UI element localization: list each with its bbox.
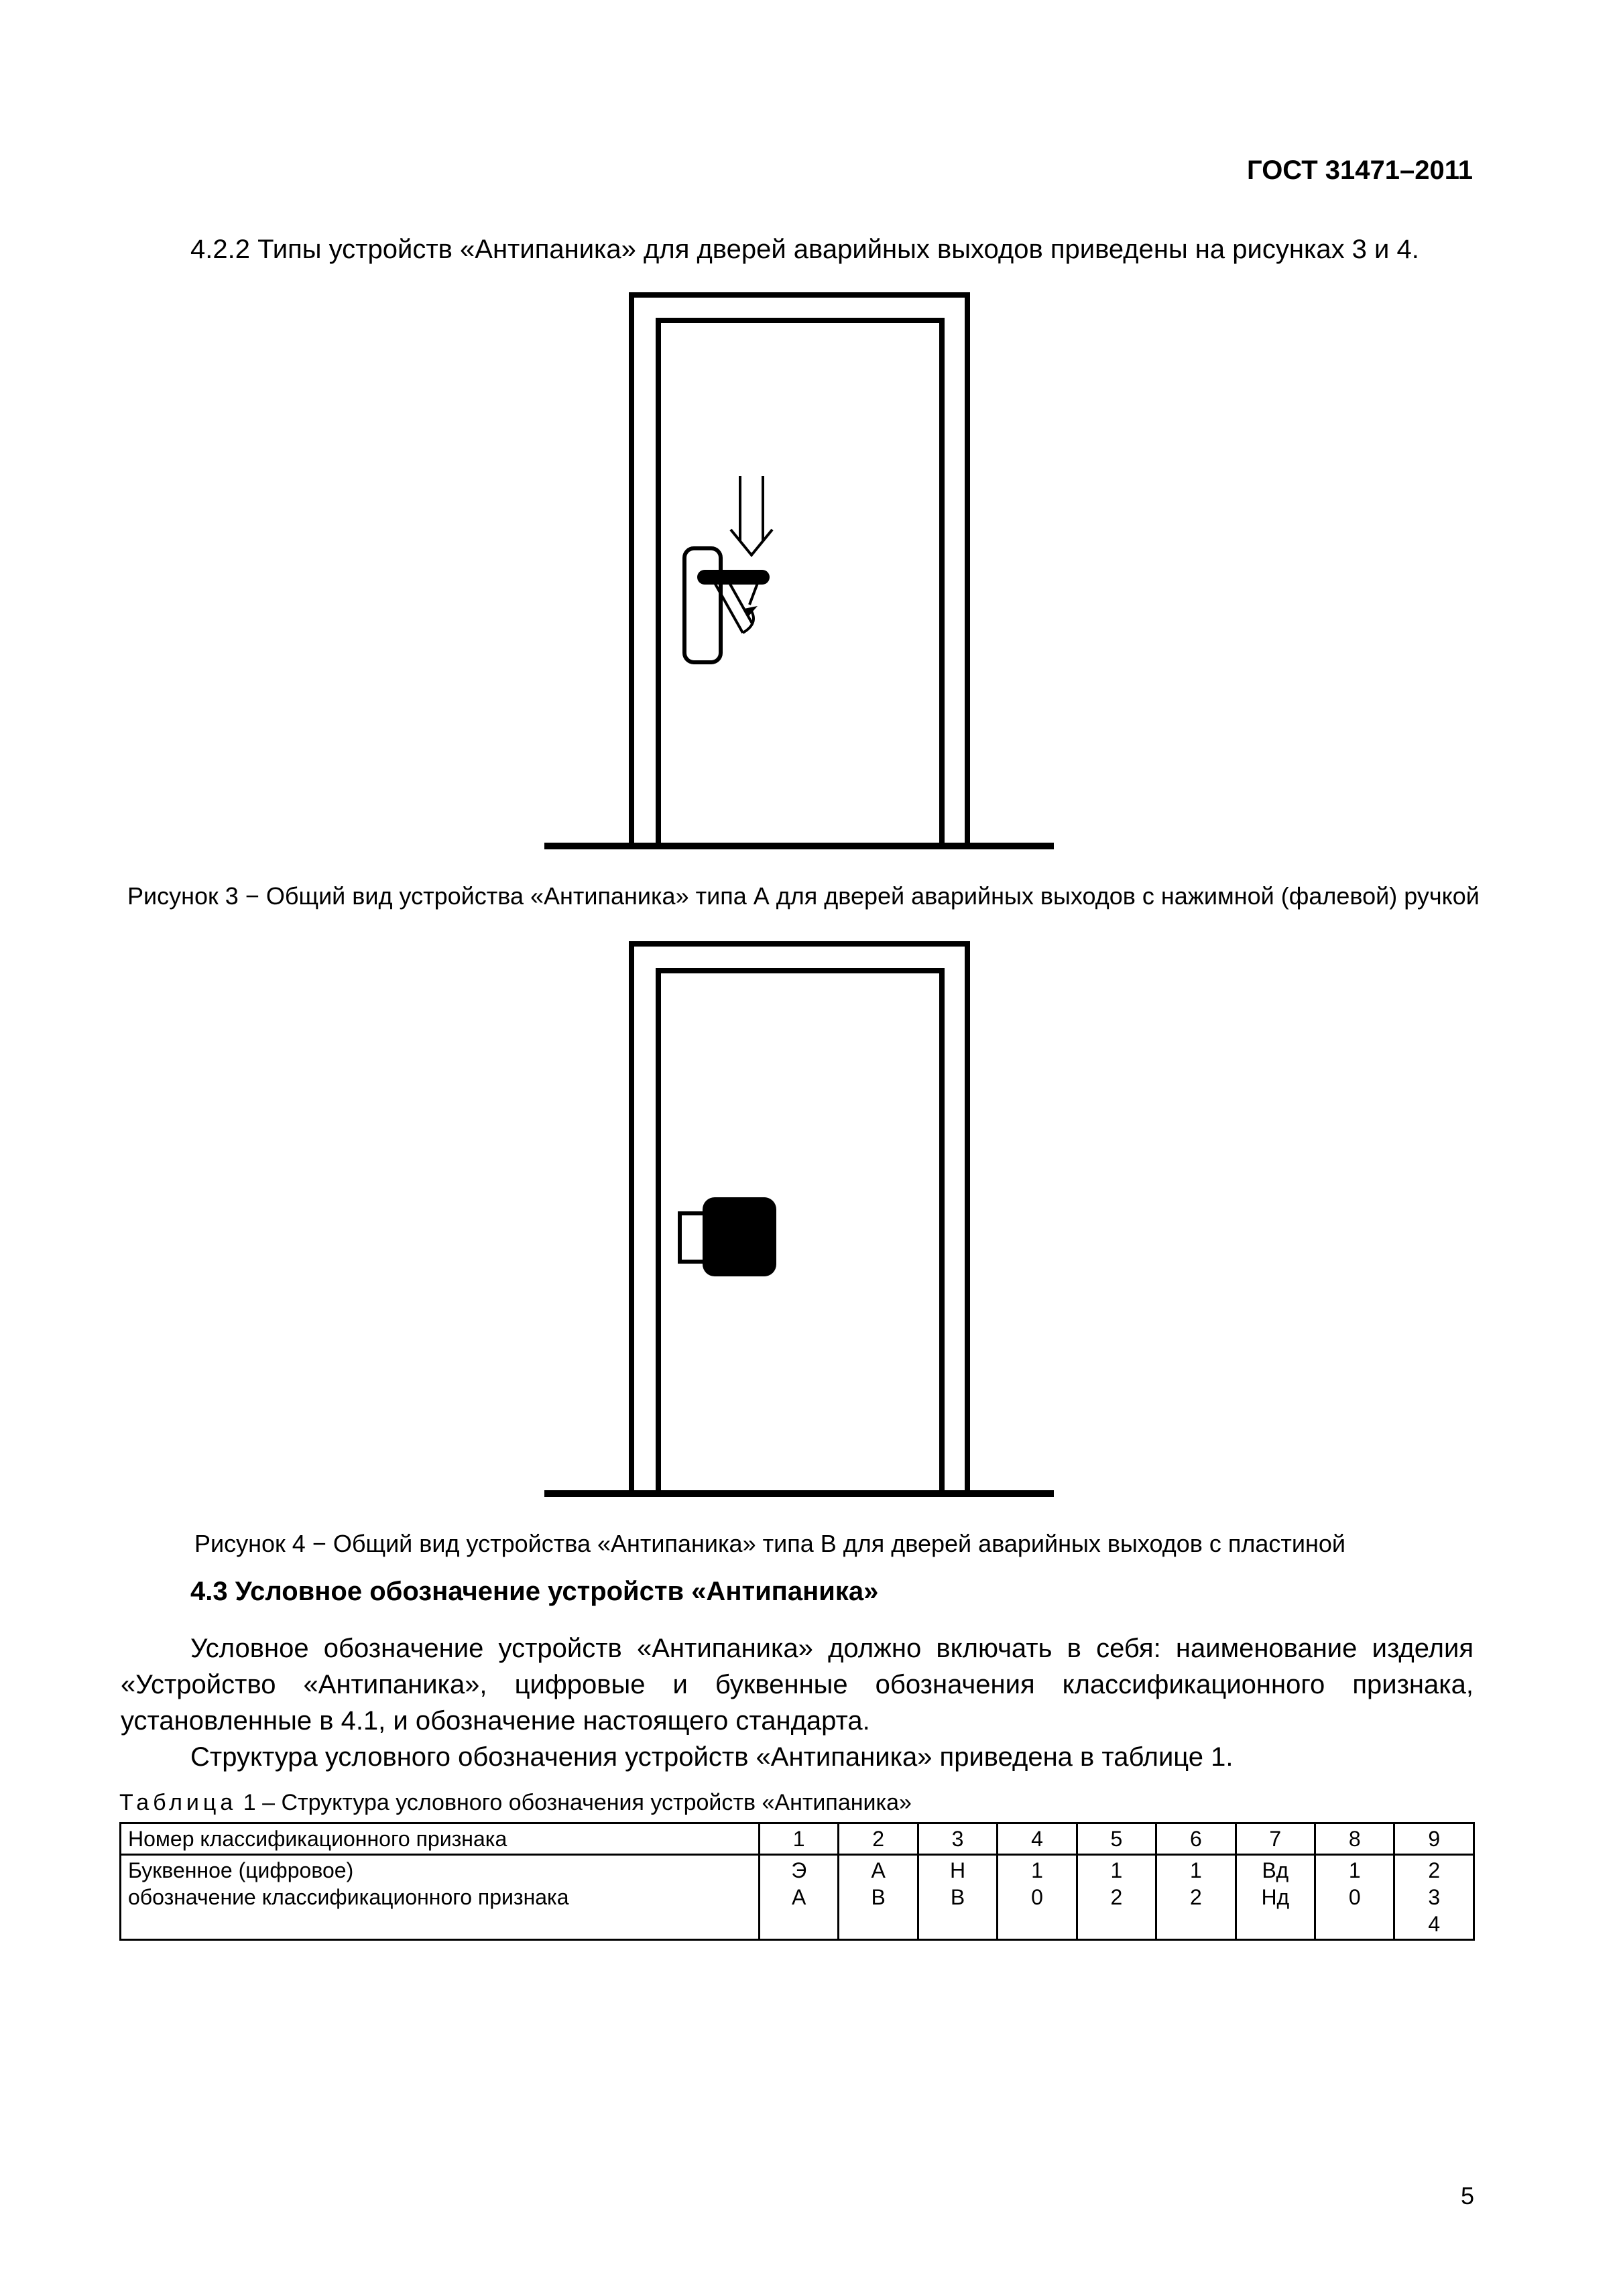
code-value: Э [791, 1858, 807, 1882]
feature-code-cell [1236, 1855, 1315, 1940]
door-frame-outer [632, 944, 967, 1494]
feature-number-cell: 1 [759, 1823, 838, 1855]
label-line: обозначение классификационного признака [128, 1885, 569, 1909]
row-label-feature-number: Номер классификационного признака [121, 1823, 760, 1855]
door-frame-outer [632, 295, 967, 846]
feature-code-cell [839, 1855, 918, 1940]
feature-number-cell: 9 [1394, 1823, 1474, 1855]
table-title [119, 1790, 912, 1816]
code-value: 1 [1348, 1858, 1361, 1882]
code-value: Нд [1261, 1885, 1290, 1909]
figure-3-door-lever-handle [0, 288, 1623, 865]
feature-number-cell: 6 [1156, 1823, 1236, 1855]
code-value: 1 [1031, 1858, 1043, 1882]
feature-number-cell: 2 [839, 1823, 918, 1855]
feature-code-cell [998, 1855, 1077, 1940]
figure-3-caption: Рисунок 3 − Общий вид устройства «Антипаника» типа А для дверей аварийных выходов с нажимной (фалевой) ручкой [127, 882, 1480, 910]
section-paragraph-2: Структура условного обозначения устройств «Антипаника» приведена в таблице 1. [190, 1742, 1234, 1772]
feature-number-cell: 4 [998, 1823, 1077, 1855]
code-value: 2 [1428, 1858, 1441, 1882]
figure-4-caption: Рисунок 4 − Общий вид устройства «Антипаника» типа В для дверей аварийных выходов с пластиной [194, 1530, 1346, 1557]
section-paragraph-1: Условное обозначение устройств «Антипаника» должно включать в себя: наименование изделия «Устройство «Антипаника», цифровые и буквенные обозначения классификационного признака, установленные в 4.1, и обозначение настоящего стандарта. [121, 1634, 1474, 1736]
feature-code-cell [1077, 1855, 1156, 1940]
handle-escutcheon [684, 548, 721, 662]
feature-code-cell [918, 1855, 997, 1940]
code-value: А [871, 1858, 886, 1882]
code-value: 3 [1428, 1885, 1441, 1909]
code-value: 0 [1031, 1885, 1043, 1909]
code-value: В [950, 1885, 965, 1909]
code-value: 4 [1428, 1912, 1441, 1936]
designation-structure-table [119, 1822, 1475, 1941]
section-heading: 4.3 Условное обозначение устройств «Антипаника» [190, 1577, 879, 1606]
code-value: Вд [1262, 1858, 1289, 1882]
code-value: Н [950, 1858, 966, 1882]
table-title-prefix: Таблица [119, 1790, 237, 1815]
table-row [121, 1823, 1474, 1855]
code-value: А [792, 1885, 806, 1909]
feature-code-cell [1315, 1855, 1394, 1940]
intro-paragraph: 4.2.2 Типы устройств «Антипаника» для дверей аварийных выходов приведены на рисунках 3 и 4. [190, 235, 1419, 264]
table-row [121, 1855, 1474, 1940]
code-value: 1 [1110, 1858, 1123, 1882]
table-title-text: 1 – Структура условного обозначения устройств «Антипаника» [237, 1790, 912, 1815]
code-value: 0 [1348, 1885, 1361, 1909]
feature-number-cell: 5 [1077, 1823, 1156, 1855]
figure-4-door-push-plate [0, 939, 1623, 1508]
code-value: 1 [1189, 1858, 1202, 1882]
code-value: 2 [1110, 1885, 1123, 1909]
document-number: ГОСТ 31471–2011 [1247, 156, 1473, 185]
door-leaf [658, 971, 942, 1494]
lever-handle [697, 570, 770, 585]
feature-code-cell [1156, 1855, 1236, 1940]
page-number: 5 [1460, 2182, 1474, 2210]
row-label-feature-code [121, 1855, 760, 1940]
feature-number-cell: 3 [918, 1823, 997, 1855]
feature-number-cell: 7 [1236, 1823, 1315, 1855]
feature-number-cell: 8 [1315, 1823, 1394, 1855]
label-line: Буквенное (цифровое) [128, 1858, 354, 1882]
code-value: 2 [1189, 1885, 1202, 1909]
feature-code-cell [759, 1855, 838, 1940]
push-plate [703, 1197, 776, 1276]
code-value: В [871, 1885, 886, 1909]
feature-code-cell [1394, 1855, 1474, 1940]
